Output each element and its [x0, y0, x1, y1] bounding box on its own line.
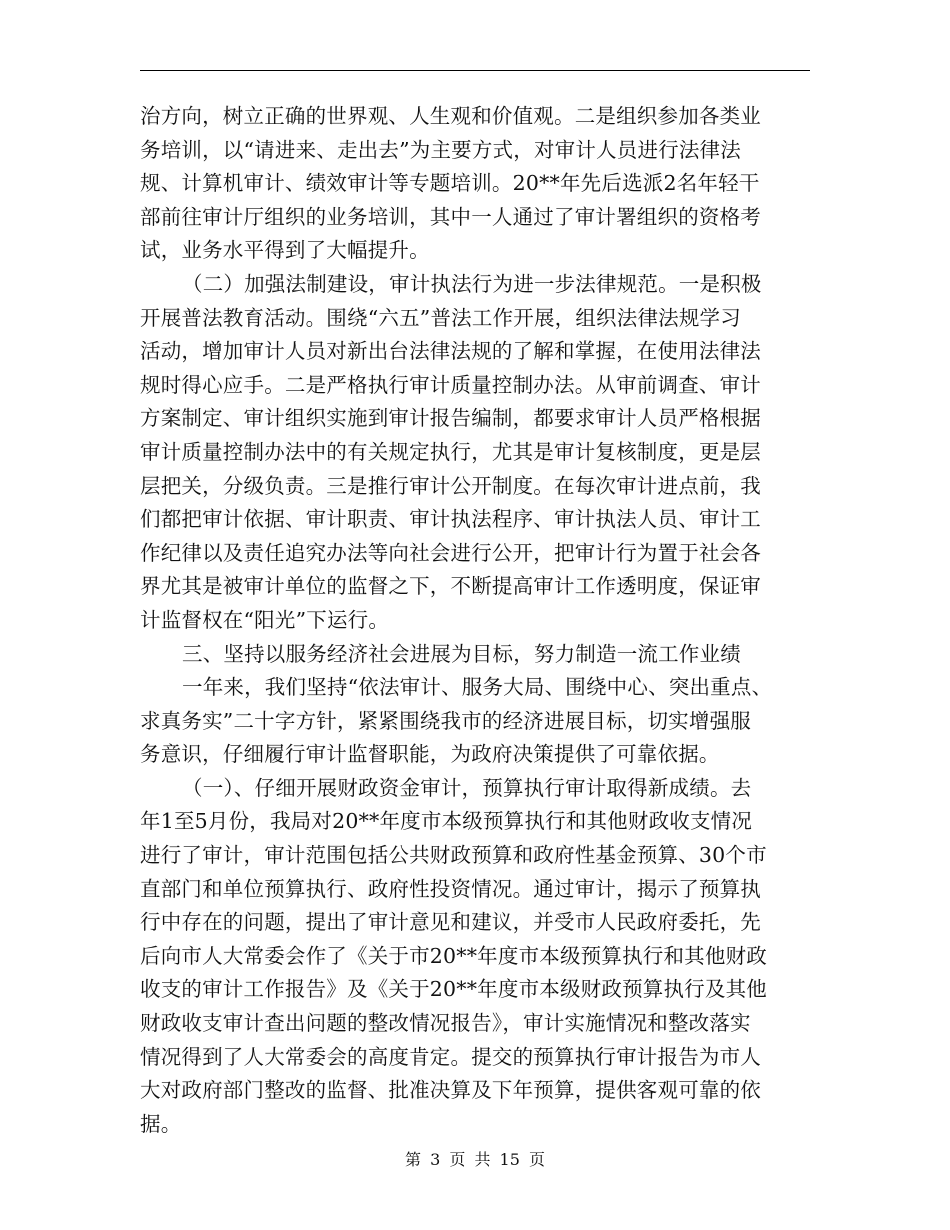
text-line: 务意识，仔细履行审计监督职能，为政府决策提供了可靠依据。: [140, 742, 720, 767]
text-line: 财政收支审计查出问题的整改情况报告》，审计实施情况和整改落实: [140, 1011, 751, 1036]
text-line: 部前往审计厅组织的业务培训，其中一人通过了审计署组织的资格考: [140, 204, 761, 229]
text-line: 直部门和单位预算执行、政府性投资情况。通过审计，揭示了预算执: [140, 876, 761, 901]
text-line: 开展普法教育活动。围绕“六五”普法工作开展，组织法律法规学习: [140, 305, 741, 330]
text-line: 年1至5月份，我局对20**年度市本级预算执行和其他财政收支情况: [140, 809, 753, 834]
text-line: 规、计算机审计、绩效审计等专题培训。20**年先后选派2名年轻干: [140, 171, 760, 196]
text-line: 进行了审计，审计范围包括公共财政预算和政府性基金预算、30个市: [140, 843, 767, 868]
text-line: 大对政府部门整改的监督、批准决算及下年预算，提供客观可靠的依: [140, 1078, 761, 1103]
text-line: 务培训，以“请进来、走出去”为主要方式，对审计人员进行法律法: [140, 137, 741, 162]
text-line: 治方向，树立正确的世界观、人生观和价值观。二是组织参加各类业: [140, 104, 761, 128]
text-line: 规时得心应手。二是严格执行审计质量控制办法。从审前调查、审计: [140, 372, 761, 397]
text-line: 作纪律以及责任追究办法等向社会进行公开，把审计行为置于社会各: [140, 540, 761, 565]
text-line: 收支的审计工作报告》及《关于20**年度市本级财政预算执行及其他: [140, 977, 767, 1002]
text-line: 界尤其是被审计单位的监督之下，不断提高审计工作透明度，保证审: [140, 574, 761, 599]
body-text: [140, 100, 812, 1141]
text-line: 情况得到了人大常委会的高度肯定。提交的预算执行审计报告为市人: [140, 1044, 761, 1069]
page-footer: 第 3 页 共 15 页: [405, 1150, 545, 1169]
text-line: 方案制定、审计组织实施到审计报告编制，都要求审计人员严格根据: [140, 406, 761, 431]
text-line: 计监督权在“阳光”下运行。: [140, 607, 390, 632]
text-line: 试，业务水平得到了大幅提升。: [140, 238, 430, 263]
text-line: 求真务实”二十字方针，紧紧围绕我市的经济进展目标，切实增强服: [140, 708, 751, 733]
text-line: 层把关，分级负责。三是推行审计公开制度。在每次审计进点前，我: [140, 473, 761, 498]
text-line: 后向市人大常委会作了《关于市20**年度市本级预算执行和其他财政: [140, 943, 767, 968]
text-line: 们都把审计依据、审计职责、审计执法程序、审计执法人员、审计工: [140, 507, 761, 532]
text-line: 一年来，我们坚持“依法审计、服务大局、围绕中心、突出重点、: [182, 675, 773, 700]
header-rule: [140, 70, 810, 71]
text-line: （二）加强法制建设，审计执法行为进一步法律规范。一是积极: [182, 271, 762, 296]
text-line: 审计质量控制办法中的有关规定执行，尤其是审计复核制度，更是层: [140, 439, 761, 464]
text-line: （一）、仔细开展财政资金审计，预算执行审计取得新成绩。去: [182, 775, 752, 800]
text-line: 三、坚持以服务经济社会进展为目标，努力制造一流工作业绩: [182, 641, 741, 666]
text-line: 据。: [140, 1111, 182, 1136]
text-line: 行中存在的问题，提出了审计意见和建议，并受市人民政府委托，先: [140, 910, 761, 935]
text-line: 活动，增加审计人员对新出台法律法规的了解和掌握，在使用法律法: [140, 339, 761, 364]
